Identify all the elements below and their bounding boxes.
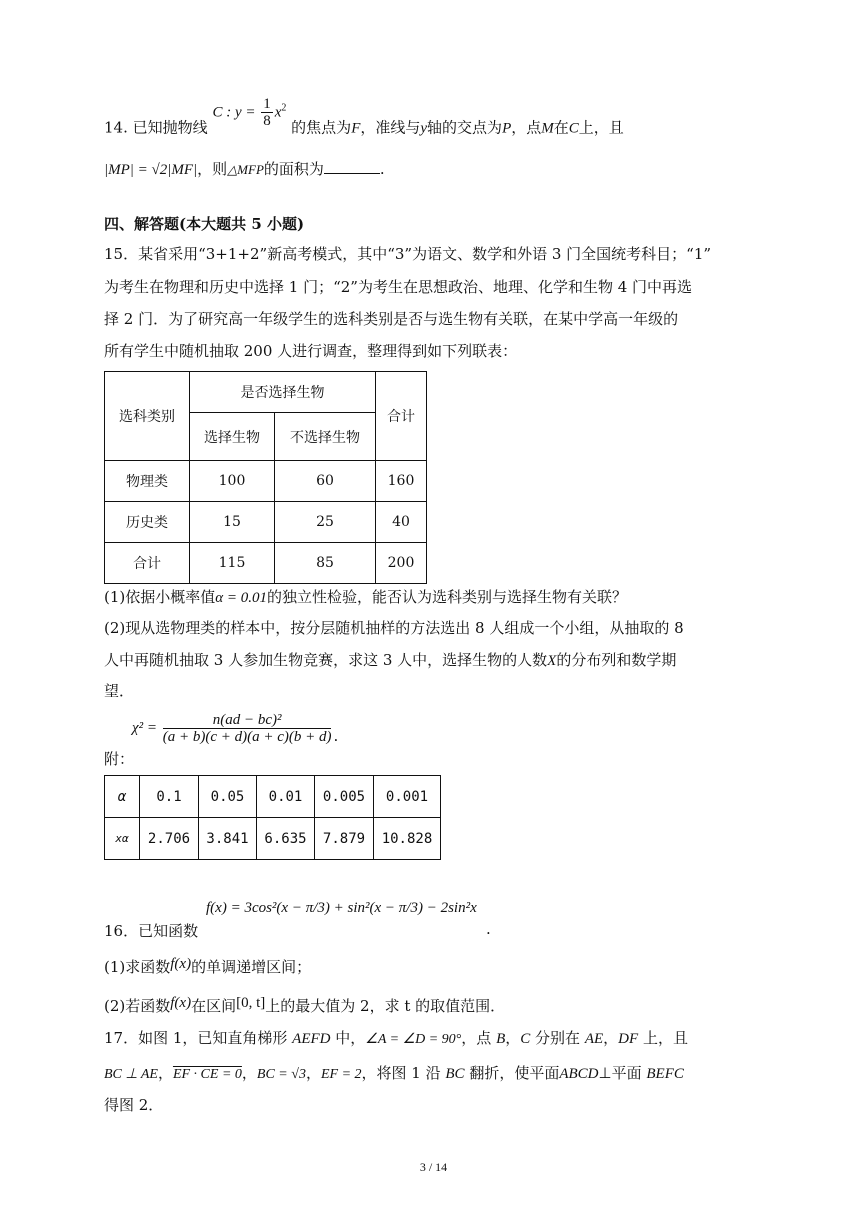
q14-number: 14. — [104, 118, 128, 137]
alpha-row — [105, 776, 441, 818]
q14-text-d: 轴的交点为 — [427, 118, 503, 137]
frac-den: 8 — [263, 113, 271, 129]
cond-bc-len: BC = √3 — [256, 1067, 306, 1082]
plane-BEFC: BEFC — [646, 1066, 684, 1082]
plane-ABCD: ABCD — [559, 1066, 599, 1082]
q15-line1: 15．某省采用“3+1+2”新高考模式，其中“3”为语文、数学和外语 3 门全国统考科目；“1” — [104, 245, 712, 263]
point-M: M — [541, 120, 554, 137]
q15-part2-line3: 望． — [104, 682, 135, 700]
angles: ∠A = ∠D = 90° — [365, 1032, 462, 1047]
q14-text-c: ，准线与 — [360, 118, 421, 137]
x-label: xα — [105, 818, 140, 860]
chi-square-formula — [132, 712, 338, 745]
point-P: P — [502, 120, 512, 137]
q17-line2-g: 平面 — [611, 1064, 647, 1082]
header-total: 合计 — [376, 372, 427, 461]
triangle-MFP: △MFP — [227, 162, 264, 177]
fx: f(x) — [170, 956, 192, 972]
section-header: 四、解答题(本大题共 5 小题) — [104, 215, 305, 233]
q16-number: 16．已知函数 — [104, 922, 199, 940]
x-cell: 7.879 — [315, 818, 374, 860]
q17-line2 — [104, 1062, 684, 1086]
q16-p2-b: 在区间 — [191, 997, 237, 1015]
table-row — [105, 461, 427, 502]
cond-ef-len: EF = 2 — [320, 1067, 362, 1082]
cond-bc-perp: BC ⊥ AE — [104, 1067, 158, 1082]
contingency-table — [104, 371, 427, 584]
q14-text: 已知抛物线 — [132, 118, 208, 137]
header-no: 不选择生物 — [275, 413, 376, 461]
q15-part1 — [104, 586, 627, 609]
q16-function: f(x) = 3cos²(x − π/3) + sin²(x − π/3) − 2sin²x — [206, 900, 477, 916]
q14-line1 — [104, 96, 624, 145]
q14-line2 — [104, 158, 385, 181]
q15-line4: 所有学生中随机抽取 200 人进行调查，整理得到如下列联表： — [104, 342, 518, 360]
table-row — [105, 543, 427, 584]
header-category: 选科类别 — [105, 372, 190, 461]
alpha-cell: 0.05 — [199, 776, 257, 818]
q16-part1 — [104, 956, 311, 979]
q17-e: ， — [603, 1029, 619, 1047]
row-label: 历史类 — [105, 502, 190, 543]
answer-blank[interactable] — [324, 159, 380, 174]
seg-BC: BC — [445, 1066, 465, 1082]
q16-p2-c: 上的最大值为 2，求 t 的取值范围． — [265, 997, 506, 1015]
q14-text-g: 上，且 — [578, 118, 624, 137]
x-cell: 6.635 — [257, 818, 315, 860]
q17-c: ，点 — [461, 1029, 497, 1047]
q17-line2-f: 翻折，使平面 — [464, 1064, 560, 1082]
q14-text-e: ，点 — [511, 118, 542, 137]
alpha-label: α — [105, 776, 140, 818]
seg-DF: DF — [618, 1031, 639, 1047]
q14-text-b: 的焦点为 — [291, 118, 352, 137]
q15-part2-line2 — [104, 649, 676, 672]
cell: 60 — [275, 461, 376, 502]
table-row — [105, 502, 427, 543]
alpha-cell: 0.005 — [315, 776, 374, 818]
point-F: F — [351, 120, 361, 137]
axis-y: y — [420, 120, 428, 137]
alpha-cell: 0.01 — [257, 776, 315, 818]
header-yes: 选择生物 — [190, 413, 275, 461]
q16-part2 — [104, 995, 505, 1018]
q17-line1 — [104, 1027, 688, 1051]
q15-line2: 为考生在物理和历史中选择 1 门；“2”为考生在思想政治、地理、化学和生物 4 门中再选 — [104, 278, 693, 296]
q14-text-i: 的面积为 — [263, 160, 324, 178]
x-cell: 10.828 — [374, 818, 441, 860]
fraction — [261, 96, 273, 129]
perp-symbol: ⊥ — [598, 1066, 612, 1082]
comma: ， — [157, 1064, 173, 1082]
x-cell: 2.706 — [140, 818, 199, 860]
q14-condition: |MP| = √2|MF| — [104, 162, 198, 178]
cell: 160 — [376, 461, 427, 502]
point-C: C — [520, 1031, 531, 1047]
q15-line3: 择 2 门．为了研究高一年级学生的选科类别是否与选生物有关联，在某中学高一年级的 — [104, 310, 679, 328]
q16-p2-a: (2)若函数 — [104, 997, 171, 1015]
x-row — [105, 818, 441, 860]
x-cell: 3.841 — [199, 818, 257, 860]
chi-symbol: χ² = — [132, 720, 161, 736]
comma: ， — [505, 1029, 521, 1047]
q17-f: 上，且 — [638, 1029, 688, 1047]
row-label: 物理类 — [105, 461, 190, 502]
q17-line3: 得图 2． — [104, 1096, 164, 1114]
q15-part2-line1: (2)现从选物理类的样本中，按分层随机抽样的方法选出 8 人组成一个小组，从抽取的 8 — [104, 619, 684, 637]
row-label: 合计 — [105, 543, 190, 584]
q17-line2-e: ，将图 1 沿 — [361, 1064, 446, 1082]
chi-fraction — [163, 712, 332, 745]
page-number: 3 / 14 — [419, 1160, 448, 1174]
alpha-value: α = 0.01 — [215, 590, 267, 606]
alpha-cell: 0.1 — [140, 776, 199, 818]
parabola-equation: C : y = $\frac{1}{8}$ $x^2$ — [212, 96, 287, 129]
q16-p1-a: (1)求函数 — [104, 958, 171, 976]
critical-value-table — [104, 775, 441, 860]
q17-d: 分别在 — [530, 1029, 585, 1047]
trapezoid-AEFD: AEFD — [292, 1031, 331, 1047]
header-group: 是否选择生物 — [190, 372, 376, 413]
alpha-cell: 0.001 — [374, 776, 441, 818]
chi-den: (a + b)(c + d)(a + c)(b + d) — [162, 729, 332, 745]
variable-X: X — [547, 653, 557, 669]
q15-p1-a: (1)依据小概率值 — [104, 588, 216, 606]
q14-end: . — [379, 160, 385, 178]
curve-C: C — [568, 120, 579, 137]
q15-p2-b: 的分布列和数学期 — [556, 651, 677, 669]
appendix-label: 附： — [104, 750, 135, 768]
chi-end: . — [333, 727, 339, 745]
frac-num: 1 — [263, 96, 271, 112]
chi-num: n(ad − bc)² — [163, 712, 332, 729]
cell: 200 — [376, 543, 427, 584]
cell: 15 — [190, 502, 275, 543]
q14-text-f: 在 — [553, 118, 569, 137]
cond-dot: EF · CE = 0 — [172, 1067, 242, 1082]
cell: 25 — [275, 502, 376, 543]
cell: 115 — [190, 543, 275, 584]
curve-label: C : y = — [212, 104, 260, 121]
q15-p1-b: 的独立性检验，能否认为选科类别与选择生物有关联？ — [267, 588, 628, 606]
q17-b: 中， — [330, 1029, 366, 1047]
q15-p2-a: 人中再随机抽取 3 人参加生物竞赛，求这 3 人中，选择生物的人数 — [104, 651, 548, 669]
comma: ， — [305, 1064, 321, 1082]
cell: 100 — [190, 461, 275, 502]
q16-p1-b: 的单调递增区间； — [191, 958, 312, 976]
seg-AE: AE — [584, 1031, 604, 1047]
fx: f(x) — [170, 995, 192, 1011]
cell: 85 — [275, 543, 376, 584]
interval: [0, t] — [236, 995, 266, 1011]
point-B: B — [496, 1031, 506, 1047]
q16-func-end: . — [486, 920, 491, 938]
q14-text-h: ，则 — [197, 160, 228, 178]
comma: ， — [241, 1064, 257, 1082]
q17-a: 17．如图 1，已知直角梯形 — [104, 1029, 293, 1047]
cell: 40 — [376, 502, 427, 543]
